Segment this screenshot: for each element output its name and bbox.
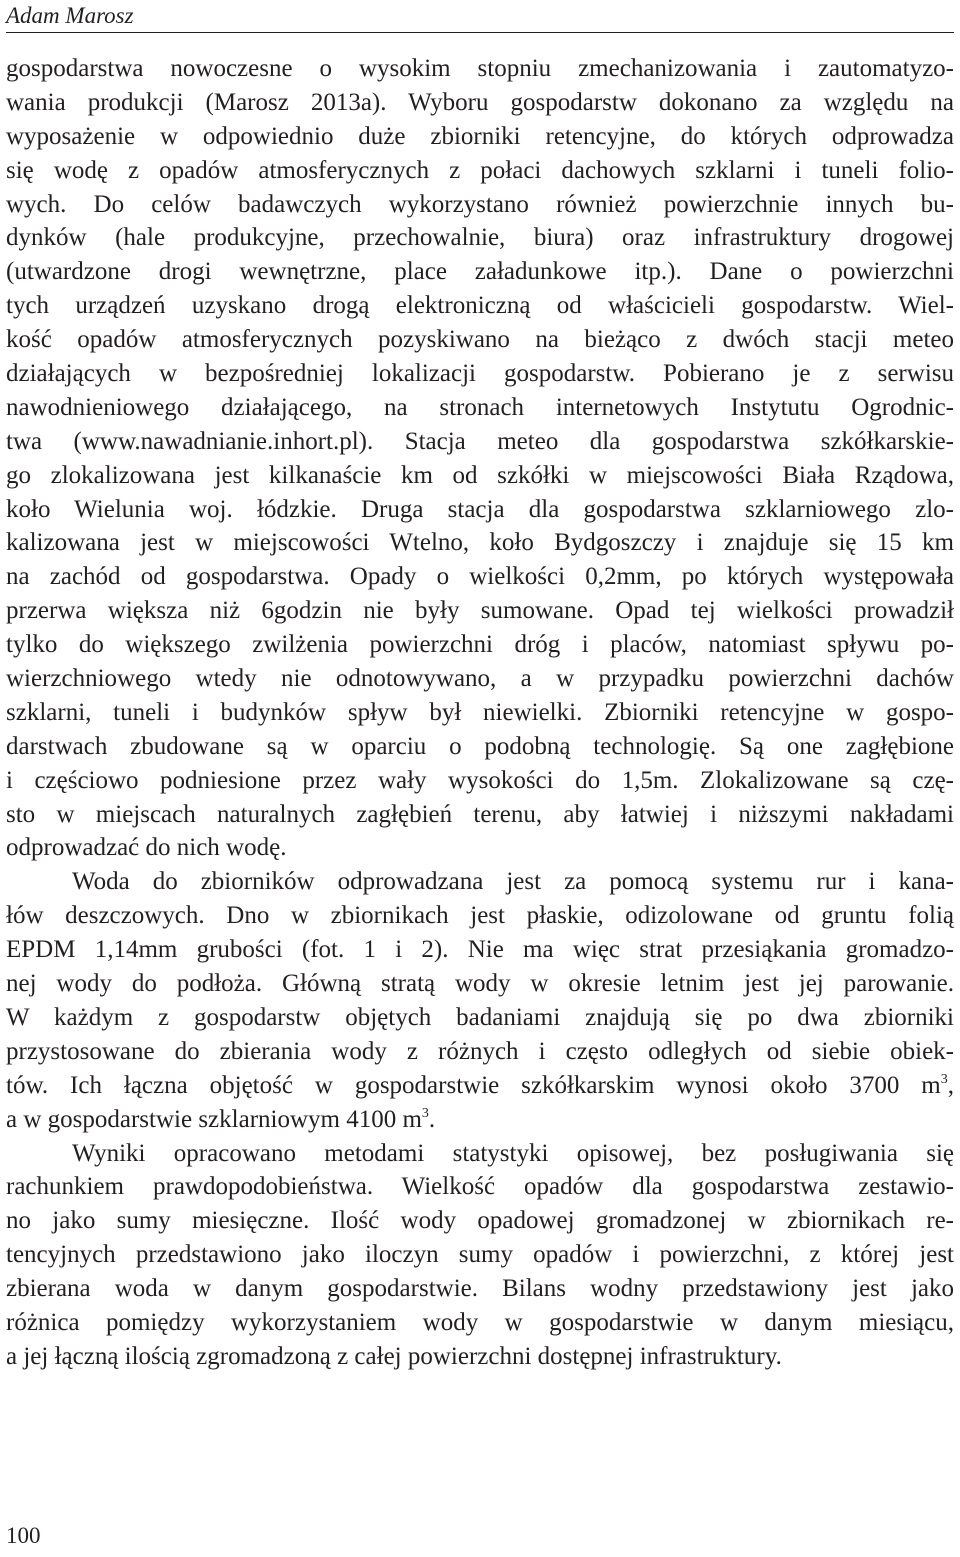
text-line: różnica pomiędzy wykorzystaniem wody w gospodarstwie w danym miesiącu, bbox=[6, 1308, 954, 1336]
text-line: W każdym z gospodarstw objętych badaniami znajdują się po dwa zbiorniki bbox=[6, 1003, 954, 1031]
text-line: odprowadzać do nich wodę. bbox=[6, 834, 287, 862]
text-line: go zlokalizowana jest kilkanaście km od szkółki w miejscowości Biała Rządowa, bbox=[6, 461, 954, 489]
text-line bbox=[6, 1103, 954, 1137]
text-line: a jej łączną ilością zgromadzoną z całej powierzchni dostępnej infrastruktury. bbox=[6, 1342, 782, 1370]
text-line: Wyniki opracowano metodami statystyki opisowej, bez posługiwania się bbox=[72, 1139, 954, 1167]
text-line: wych. Do celów badawczych wykorzystano również powierzchnie innych bu- bbox=[6, 190, 954, 218]
punctuation: . bbox=[428, 1105, 436, 1133]
text-line: wyposażenie w odpowiednio duże zbiorniki retencyjne, do których odprowadza bbox=[6, 122, 954, 150]
running-head bbox=[6, 2, 954, 33]
superscript: 3 bbox=[421, 1105, 429, 1121]
text-line: kość opadów atmosferycznych pozyskiwano na bieżąco z dwóch stacji meteo bbox=[6, 326, 954, 354]
text-line: przystosowane do zbierania wody z różnych i często odległych od siebie obiek- bbox=[6, 1037, 954, 1065]
author-name: Adam Marosz bbox=[6, 3, 134, 28]
text-line: nej wody do podłoża. Główną stratą wody w okresie letnim jest jej parowanie. bbox=[6, 970, 954, 998]
text-line: darstwach zbudowane są w oparciu o podobną technologię. Są one zagłębione bbox=[6, 732, 954, 760]
text-line: twa (www.nawadnianie.inhort.pl). Stacja meteo dla gospodarstwa szkółkarskie- bbox=[6, 427, 954, 455]
text-line: wania produkcji (Marosz 2013a). Wyboru gospodarstw dokonano za względu na bbox=[6, 88, 954, 116]
text-line: (utwardzone drogi wewnętrzne, place załadunkowe itp.). Dane o powierzchni bbox=[6, 258, 954, 286]
text-line: się wodę z opadów atmosferycznych z połaci dachowych szklarni i tuneli folio- bbox=[6, 156, 954, 184]
line-text: tów. Ich łączna objętość w gospodarstwie szkółkarskim wynosi około 3700 m bbox=[6, 1071, 941, 1099]
body-text bbox=[6, 52, 954, 1374]
text-line: nawodnieniowego działającego, na stronach internetowych Instytutu Ogrodnic- bbox=[6, 393, 954, 421]
text-line: sto w miejscach naturalnych zagłębień terenu, aby łatwiej i niższymi nakładami bbox=[6, 800, 954, 828]
text-line: EPDM 1,14mm grubości (fot. 1 i 2). Nie ma więc strat przesiąkania gromadzo- bbox=[6, 936, 954, 964]
text-line: na zachód od gospodarstwa. Opady o wielkości 0,2mm, po których występowała bbox=[6, 563, 954, 591]
text-line: tylko do większego zwilżenia powierzchni dróg i placów, natomiast spływu po- bbox=[6, 631, 954, 659]
text-line: rachunkiem prawdopodobieństwa. Wielkość opadów dla gospodarstwa zestawio- bbox=[6, 1173, 954, 1201]
text-line: tencyjnych przedstawiono jako iloczyn sumy opadów i powierzchni, z której jest bbox=[6, 1241, 954, 1269]
text-line: działających w bezpośredniej lokalizacji gospodarstw. Pobierano je z serwisu bbox=[6, 360, 954, 388]
text-line: dynków (hale produkcyjne, przechowalnie, biura) oraz infrastruktury drogowej bbox=[6, 224, 954, 252]
text-line: przerwa większa niż 6godzin nie były sumowane. Opad tej wielkości prowadził bbox=[6, 597, 954, 625]
text-line: kalizowana jest w miejscowości Wtelno, koło Bydgoszczy i znajduje się 15 km bbox=[6, 529, 954, 557]
text-line: gospodarstwa nowoczesne o wysokim stopniu zmechanizowania i zautomatyzo- bbox=[6, 55, 954, 82]
text-line: no jako sumy miesięczne. Ilość wody opadowej gromadzonej w zbiornikach re- bbox=[6, 1207, 954, 1235]
text-line: szklarni, tuneli i budynków spływ był niewielki. Zbiorniki retencyjne w gospo- bbox=[6, 698, 954, 726]
text-line: zbierana woda w danym gospodarstwie. Bilans wodny przedstawiony jest jako bbox=[6, 1275, 954, 1303]
text-line bbox=[6, 1069, 954, 1103]
text-line: łów deszczowych. Dno w zbiornikach jest płaskie, odizolowane od gruntu folią bbox=[6, 902, 954, 930]
text-line: i częściowo podniesione przez wały wysokości do 1,5m. Zlokalizowane są czę- bbox=[6, 766, 954, 794]
line-text: a w gospodarstwie szklarniowym 4100 m bbox=[6, 1105, 422, 1133]
text-line: tych urządzeń uzyskano drogą elektroniczną od właścicieli gospodarstw. Wiel- bbox=[6, 292, 954, 320]
page-number: 100 bbox=[6, 1523, 41, 1548]
text-line: wierzchniowego wtedy nie odnotowywano, a w przypadku powierzchni dachów bbox=[6, 665, 954, 693]
text-line: Woda do zbiorników odprowadzana jest za pomocą systemu rur i kana- bbox=[72, 868, 954, 896]
punctuation: , bbox=[947, 1071, 954, 1099]
text-line: koło Wielunia woj. łódzkie. Druga stacja dla gospodarstwa szklarniowego zlo- bbox=[6, 495, 954, 523]
superscript: 3 bbox=[940, 1071, 948, 1087]
